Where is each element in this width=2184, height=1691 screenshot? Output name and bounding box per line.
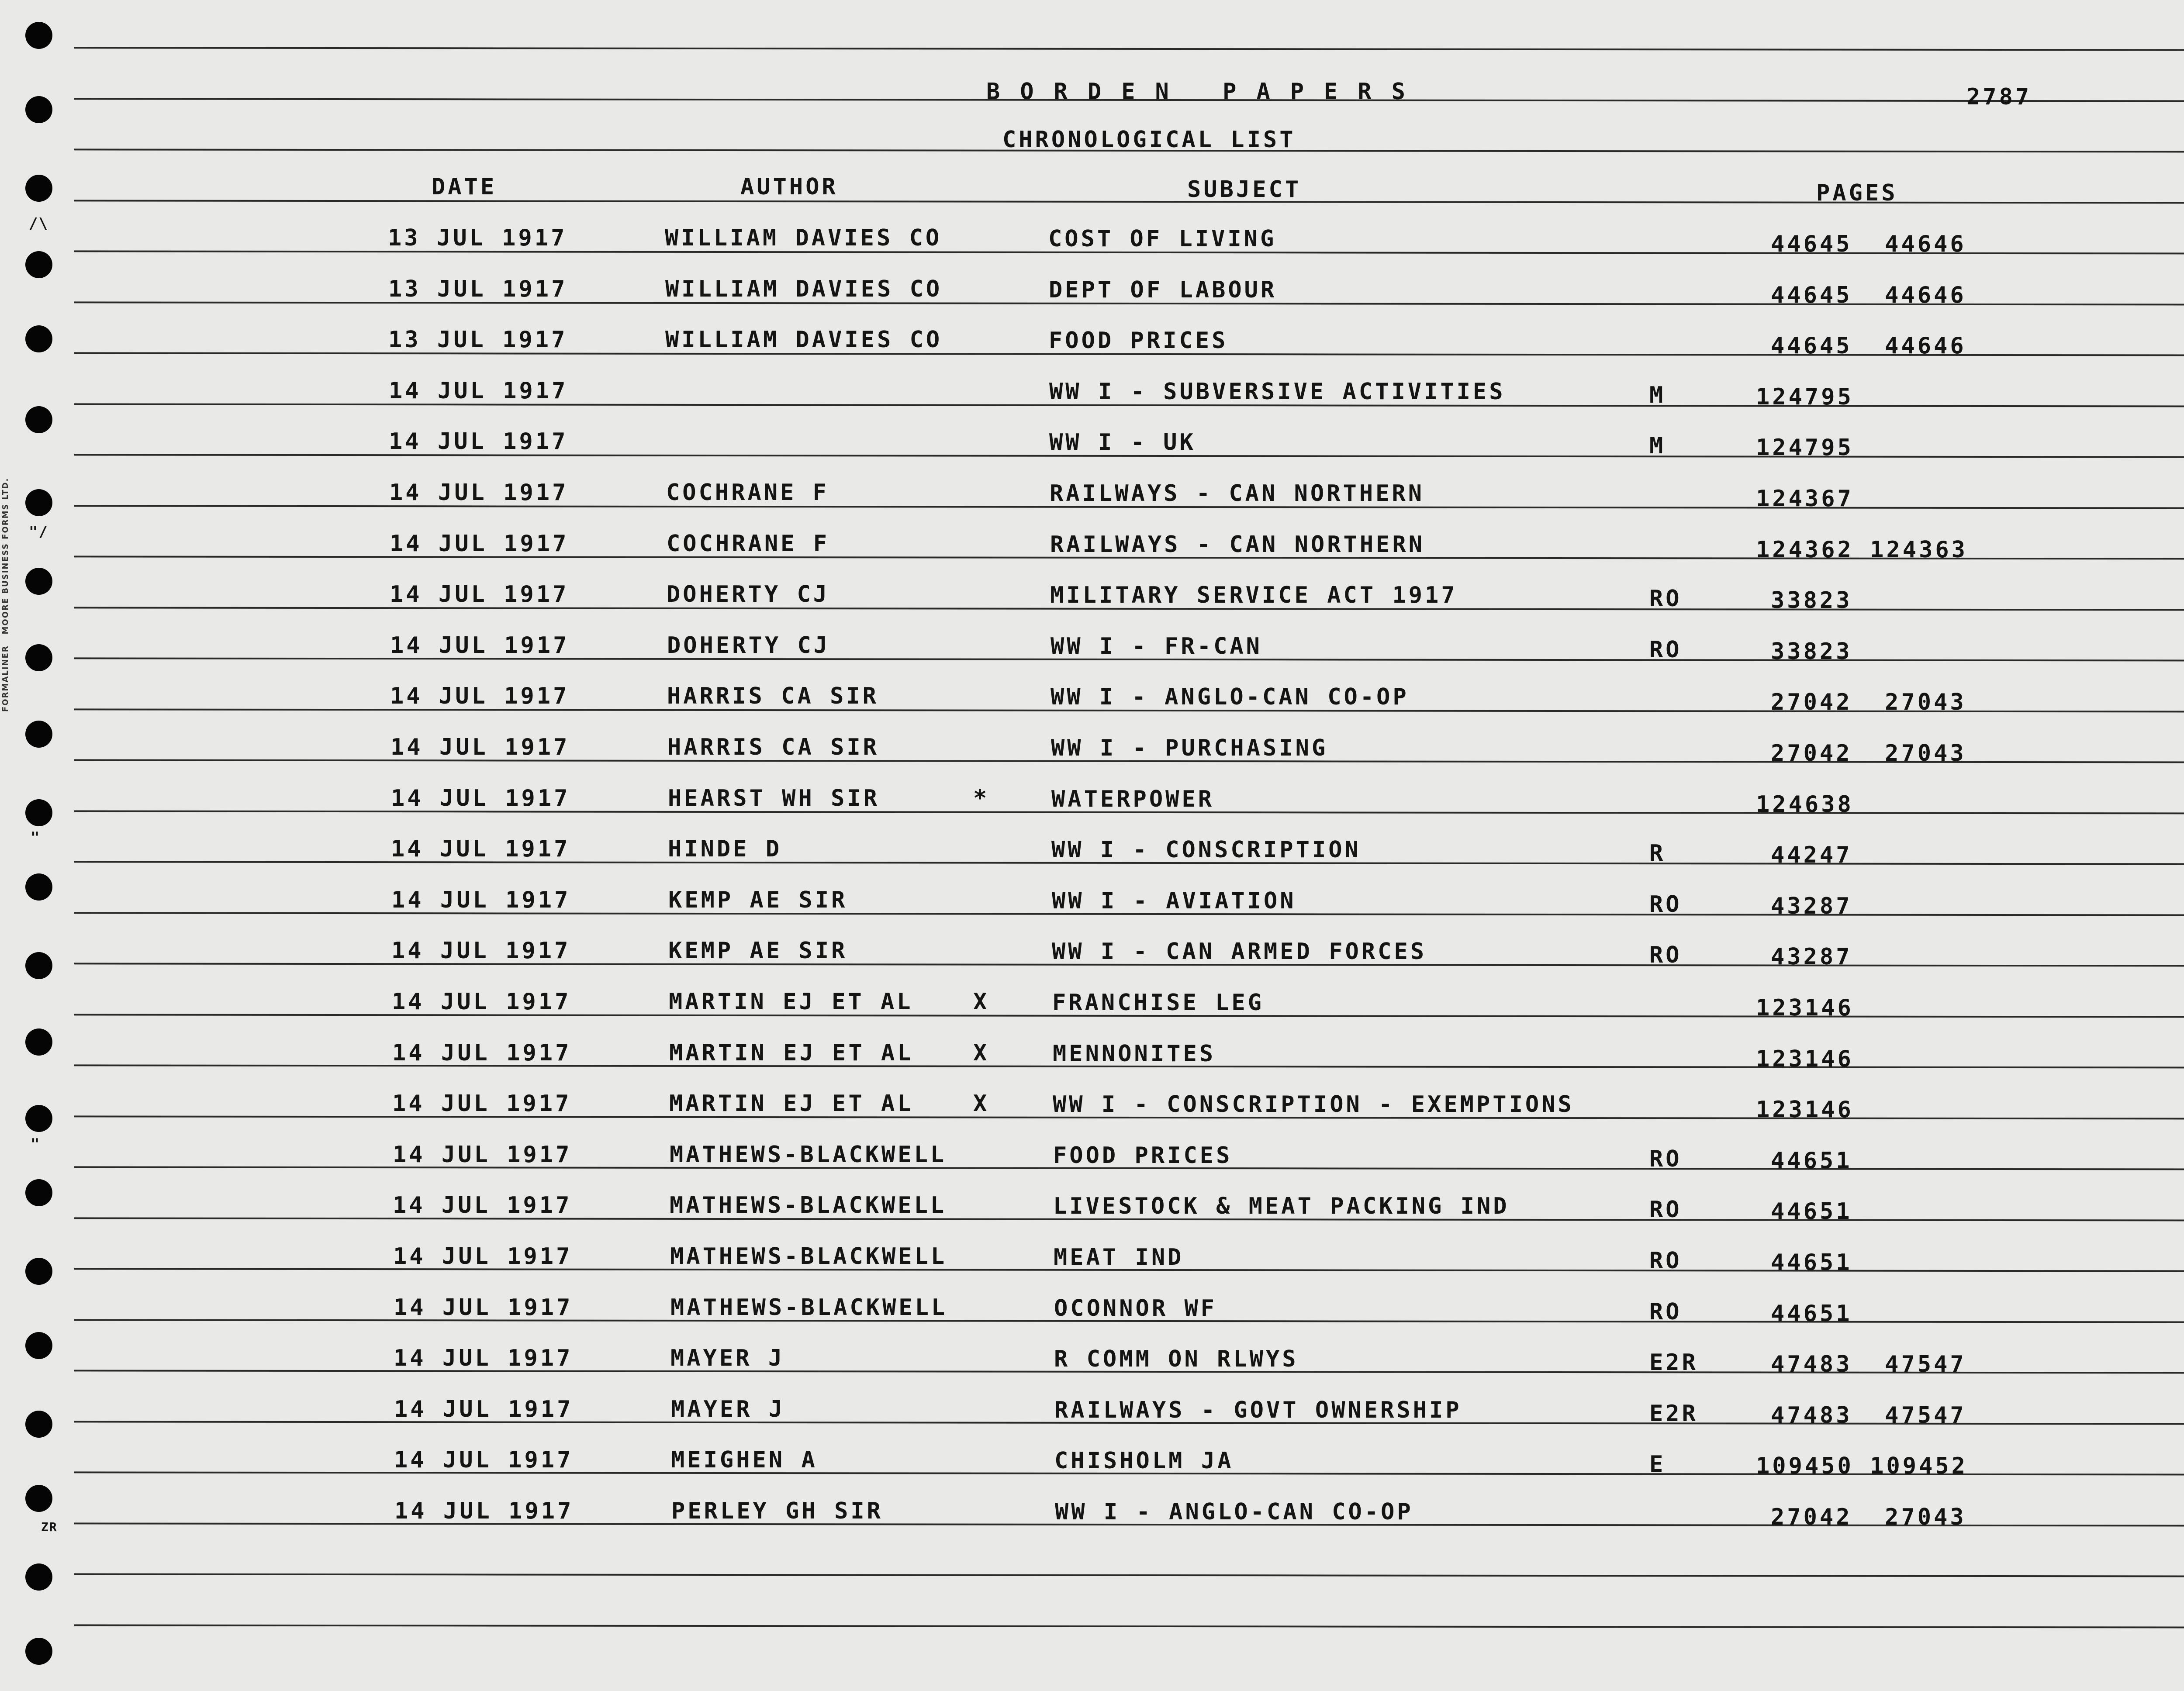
- cell-pages: 44247: [1771, 842, 1852, 868]
- cell-pages: 44651: [1771, 1148, 1852, 1174]
- cell-author: HARRIS CA SIR: [667, 683, 879, 709]
- cell-subject: RAILWAYS - CAN NORTHERN: [1050, 531, 1425, 558]
- cell-author: DOHERTY CJ: [667, 632, 830, 659]
- cell-subject: OCONNOR WF: [1054, 1295, 1217, 1322]
- cell-pages: 44651: [1771, 1249, 1852, 1276]
- cell-subject: WW I - CAN ARMED FORCES: [1052, 939, 1427, 965]
- cell-subject: RAILWAYS - CAN NORTHERN: [1050, 480, 1425, 507]
- tractor-hole: [25, 22, 52, 49]
- column-header-subject: SUBJECT: [1187, 176, 1302, 203]
- cell-author: HEARST WH SIR: [668, 785, 880, 811]
- cell-author: MEIGHEN A: [671, 1447, 818, 1473]
- cell-date: 14 JUL 1917: [394, 1294, 573, 1321]
- tractor-hole: [25, 873, 52, 901]
- cell-pages: 124367: [1756, 486, 1854, 512]
- cell-pages: 43287: [1771, 944, 1852, 970]
- cell-mark: X: [973, 1091, 990, 1117]
- tractor-hole: [25, 251, 52, 278]
- cell-code: M: [1649, 433, 1666, 459]
- cell-subject: LIVESTOCK & MEAT PACKING IND: [1053, 1193, 1510, 1219]
- tractor-hole: [25, 1332, 52, 1359]
- cell-date: 14 JUL 1917: [390, 581, 569, 607]
- cell-subject: FOOD PRICES: [1049, 328, 1228, 354]
- cell-subject: WW I - AVIATION: [1052, 888, 1296, 914]
- tractor-hole: [25, 1485, 52, 1512]
- cell-subject: CHISHOLM JA: [1054, 1448, 1234, 1474]
- tractor-hole: [25, 1563, 52, 1591]
- cell-code: RO: [1649, 637, 1682, 663]
- cell-pages: 33823: [1771, 587, 1852, 614]
- cell-author: MARTIN EJ ET AL: [669, 1091, 914, 1117]
- cell-pages: 27042 27043: [1771, 740, 1966, 766]
- cell-subject: WW I - ANGLO-CAN CO-OP: [1055, 1499, 1413, 1525]
- cell-author: PERLEY GH SIR: [671, 1498, 883, 1524]
- cell-pages: 44651: [1771, 1198, 1852, 1225]
- tractor-hole: [25, 406, 52, 433]
- cell-code: RO: [1649, 942, 1682, 968]
- cell-pages: 27042 27043: [1771, 689, 1966, 715]
- tractor-hole: [25, 175, 52, 202]
- cell-date: 14 JUL 1917: [391, 836, 570, 862]
- cell-subject: WW I - CONSCRIPTION - EXEMPTIONS: [1053, 1091, 1574, 1118]
- column-header-author: AUTHOR: [740, 174, 838, 200]
- cell-date: 14 JUL 1917: [394, 1447, 574, 1473]
- cell-code: RO: [1649, 1248, 1682, 1274]
- cell-pages: 47483 47547: [1771, 1402, 1966, 1429]
- page-number: 2787: [1966, 84, 2032, 110]
- cell-pages: 124795: [1756, 435, 1854, 461]
- cell-code: RO: [1649, 586, 1682, 612]
- cell-date: 14 JUL 1917: [391, 938, 571, 964]
- form-supplier-imprint: FORMALINER MOORE BUSINESS FORMS LTD.: [1, 477, 10, 712]
- cell-date: 14 JUL 1917: [393, 1192, 572, 1218]
- tractor-hole: [25, 799, 52, 826]
- left-margin-mark: ZR: [41, 1520, 58, 1534]
- cell-date: 14 JUL 1917: [394, 1498, 574, 1524]
- cell-author: HINDE D: [668, 836, 782, 862]
- cell-code: E2R: [1649, 1349, 1698, 1376]
- cell-date: 14 JUL 1917: [390, 531, 569, 557]
- cell-author: MAYER J: [671, 1396, 785, 1422]
- cell-date: 14 JUL 1917: [393, 1243, 573, 1270]
- ruled-line: [74, 1624, 2184, 1628]
- cell-author: WILLIAM DAVIES CO: [665, 327, 943, 353]
- cell-date: 14 JUL 1917: [394, 1345, 573, 1371]
- cell-subject: FOOD PRICES: [1053, 1142, 1233, 1169]
- cell-pages: 44645 44646: [1771, 282, 1966, 308]
- cell-mark: X: [973, 1040, 990, 1066]
- cell-author: KEMP AE SIR: [668, 938, 848, 964]
- cell-date: 14 JUL 1917: [390, 734, 570, 760]
- cell-subject: WW I - PURCHASING: [1051, 735, 1328, 761]
- cell-mark: X: [973, 989, 990, 1015]
- cell-pages: 44651: [1771, 1301, 1852, 1327]
- ruled-line: [74, 47, 2184, 51]
- cell-subject: RAILWAYS - GOVT OWNERSHIP: [1054, 1397, 1462, 1423]
- tractor-hole: [25, 489, 52, 516]
- cell-subject: COST OF LIVING: [1048, 226, 1277, 252]
- column-header-date: DATE: [432, 174, 497, 200]
- cell-date: 14 JUL 1917: [391, 887, 571, 913]
- cell-subject: FRANCHISE LEG: [1052, 990, 1264, 1016]
- cell-author: MATHEWS-BLACKWELL: [670, 1142, 947, 1168]
- tractor-hole: [25, 96, 52, 123]
- column-header-pages: PAGES: [1816, 180, 1898, 206]
- cell-subject: WW I - SUBVERSIVE ACTIVITIES: [1049, 379, 1506, 405]
- cell-code: RO: [1649, 891, 1682, 918]
- cell-subject: WW I - UK: [1049, 429, 1196, 456]
- cell-date: 14 JUL 1917: [392, 989, 571, 1015]
- cell-subject: R COMM ON RLWYS: [1054, 1346, 1299, 1372]
- left-margin-mark: ": [31, 1135, 41, 1153]
- tractor-hole: [25, 952, 52, 979]
- cell-author: MAYER J: [670, 1345, 785, 1371]
- list-subtitle: CHRONOLOGICAL LIST: [1002, 127, 1296, 153]
- cell-code: E2R: [1649, 1401, 1698, 1427]
- cell-pages: 124638: [1756, 791, 1854, 818]
- cell-subject: WW I - CONSCRIPTION: [1051, 837, 1361, 863]
- tractor-hole: [25, 1258, 52, 1285]
- cell-pages: 123146: [1756, 1046, 1854, 1072]
- tractor-hole: [25, 644, 52, 671]
- cell-date: 14 JUL 1917: [389, 378, 568, 404]
- cell-pages: 123146: [1756, 995, 1854, 1021]
- tractor-hole: [25, 1105, 52, 1132]
- cell-pages: 47483 47547: [1771, 1351, 1966, 1377]
- cell-date: 14 JUL 1917: [390, 683, 570, 709]
- cell-pages: 44645 44646: [1771, 231, 1966, 257]
- cell-date: 14 JUL 1917: [394, 1396, 574, 1422]
- cell-author: WILLIAM DAVIES CO: [665, 276, 943, 302]
- cell-code: RO: [1649, 1299, 1682, 1325]
- cell-author: MATHEWS-BLACKWELL: [670, 1294, 948, 1321]
- cell-pages: 27042 27043: [1771, 1504, 1966, 1530]
- cell-date: 14 JUL 1917: [393, 1142, 572, 1168]
- cell-subject: WW I - ANGLO-CAN CO-OP: [1051, 684, 1409, 710]
- cell-author: WILLIAM DAVIES CO: [665, 225, 942, 251]
- cell-date: 14 JUL 1917: [392, 1040, 572, 1066]
- cell-code: E: [1649, 1451, 1666, 1477]
- cell-author: KEMP AE SIR: [668, 887, 848, 913]
- cell-subject: MEAT IND: [1054, 1244, 1184, 1270]
- cell-author: COCHRANE F: [667, 531, 830, 557]
- cell-code: RO: [1649, 1146, 1682, 1172]
- cell-author: DOHERTY CJ: [667, 581, 830, 607]
- cell-author: MATHEWS-BLACKWELL: [670, 1192, 947, 1218]
- cell-subject: DEPT OF LABOUR: [1049, 277, 1277, 303]
- cell-date: 13 JUL 1917: [388, 276, 568, 302]
- cell-date: 13 JUL 1917: [388, 225, 567, 251]
- cell-pages: 124362 124363: [1756, 537, 1968, 563]
- cell-mark: *: [973, 785, 990, 811]
- cell-date: 14 JUL 1917: [389, 480, 569, 506]
- cell-subject: MILITARY SERVICE ACT 1917: [1050, 582, 1458, 608]
- tractor-hole: [25, 325, 52, 352]
- tractor-hole: [25, 721, 52, 748]
- cell-code: M: [1649, 382, 1666, 408]
- tractor-hole: [25, 1179, 52, 1206]
- cell-author: HARRIS CA SIR: [667, 734, 879, 760]
- document-title: BORDEN PAPERS: [986, 79, 1425, 105]
- cell-date: 14 JUL 1917: [392, 1091, 572, 1117]
- cell-author: MATHEWS-BLACKWELL: [670, 1243, 947, 1270]
- cell-pages: 44645 44646: [1771, 333, 1966, 359]
- cell-pages: 109450 109452: [1756, 1453, 1968, 1479]
- left-margin-mark: ": [31, 829, 41, 846]
- cell-pages: 124795: [1756, 384, 1854, 410]
- tractor-hole: [25, 1411, 52, 1438]
- cell-date: 14 JUL 1917: [390, 632, 570, 659]
- tractor-hole: [25, 1638, 52, 1665]
- tractor-hole: [25, 568, 52, 595]
- ruled-line: [74, 1573, 2184, 1577]
- cell-pages: 123146: [1756, 1097, 1854, 1123]
- cell-pages: 33823: [1771, 638, 1852, 665]
- cell-subject: MENNONITES: [1053, 1041, 1216, 1067]
- tractor-hole: [25, 1028, 52, 1056]
- cell-date: 14 JUL 1917: [389, 428, 568, 455]
- left-margin-mark: /\: [29, 215, 48, 232]
- cell-code: R: [1649, 840, 1666, 866]
- cell-subject: WATERPOWER: [1051, 786, 1215, 812]
- cell-code: RO: [1649, 1197, 1682, 1223]
- cell-author: COCHRANE F: [666, 480, 829, 506]
- left-margin-mark: "/: [29, 523, 48, 541]
- cell-author: MARTIN EJ ET AL: [669, 989, 913, 1015]
- cell-date: 13 JUL 1917: [388, 327, 568, 353]
- cell-pages: 43287: [1771, 893, 1852, 919]
- cell-date: 14 JUL 1917: [391, 785, 570, 811]
- cell-subject: WW I - FR-CAN: [1051, 633, 1262, 659]
- cell-author: MARTIN EJ ET AL: [669, 1040, 914, 1066]
